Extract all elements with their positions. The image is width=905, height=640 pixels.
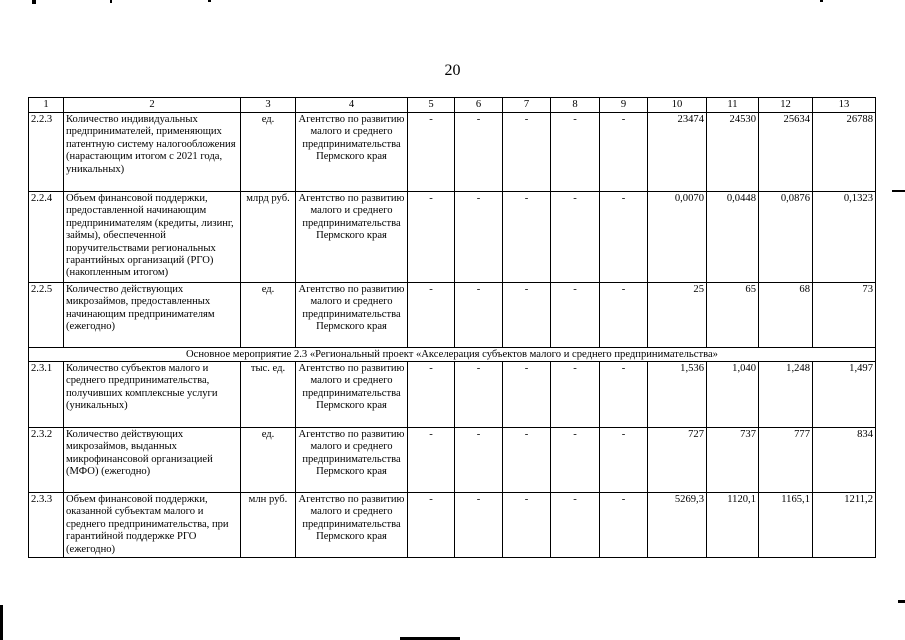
value-cell: - xyxy=(551,493,600,558)
column-header: 1 xyxy=(29,98,64,113)
row-code: 2.2.5 xyxy=(29,283,64,348)
row-code: 2.2.4 xyxy=(29,192,64,283)
scan-speck xyxy=(110,0,112,3)
unit: млн руб. xyxy=(241,493,296,558)
column-header: 10 xyxy=(648,98,707,113)
value-cell: 65 xyxy=(707,283,759,348)
value-cell: 727 xyxy=(648,428,707,493)
value-cell: 1211,2 xyxy=(813,493,876,558)
value-cell: - xyxy=(408,113,455,192)
value-cell: - xyxy=(455,362,503,428)
unit: ед. xyxy=(241,113,296,192)
page-number: 20 xyxy=(444,62,461,79)
value-cell: - xyxy=(503,428,551,493)
value-cell: 26788 xyxy=(813,113,876,192)
value-cell: 0,0876 xyxy=(759,192,813,283)
value-cell: 1,536 xyxy=(648,362,707,428)
value-cell: - xyxy=(408,283,455,348)
executor: Агентство по развитию малого и среднего предпринимательства Пермского края xyxy=(296,283,408,348)
value-cell: 1,040 xyxy=(707,362,759,428)
value-cell: - xyxy=(600,428,648,493)
indicator-name: Количество субъектов малого и среднего предпринимательства, получивших комплексные услуги (уникальных) xyxy=(64,362,241,428)
value-cell: - xyxy=(600,493,648,558)
table-row xyxy=(29,283,876,348)
indicator-name: Объем финансовой поддержки, предоставленной начинающим предпринимателям (кредиты, лизинг, займы), обеспеченной поручительствами региональных гарантийных организаций (РГО) (накопленным итогом) xyxy=(64,192,241,283)
column-header: 4 xyxy=(296,98,408,113)
value-cell: 0,1323 xyxy=(813,192,876,283)
column-header: 6 xyxy=(455,98,503,113)
value-cell: - xyxy=(600,283,648,348)
executor: Агентство по развитию малого и среднего предпринимательства Пермского края xyxy=(296,192,408,283)
value-cell: - xyxy=(551,283,600,348)
value-cell: 1,248 xyxy=(759,362,813,428)
value-cell: 25 xyxy=(648,283,707,348)
value-cell: 24530 xyxy=(707,113,759,192)
table-row xyxy=(29,192,876,283)
value-cell: 5269,3 xyxy=(648,493,707,558)
value-cell: - xyxy=(551,113,600,192)
value-cell: - xyxy=(408,428,455,493)
column-header: 9 xyxy=(600,98,648,113)
executor: Агентство по развитию малого и среднего предпринимательства Пермского края xyxy=(296,113,408,192)
column-header: 8 xyxy=(551,98,600,113)
unit: тыс. ед. xyxy=(241,362,296,428)
value-cell: 68 xyxy=(759,283,813,348)
table-row xyxy=(29,493,876,558)
indicator-name: Количество действующих микрозаймов, выданных микрофинансовой организацией (МФО) (ежегодно) xyxy=(64,428,241,493)
value-cell: 0,0448 xyxy=(707,192,759,283)
value-cell: - xyxy=(551,428,600,493)
value-cell: 0,0070 xyxy=(648,192,707,283)
indicators-table xyxy=(28,97,876,558)
value-cell: 73 xyxy=(813,283,876,348)
scan-speck xyxy=(820,0,823,2)
scan-speck xyxy=(898,600,905,603)
value-cell: - xyxy=(551,192,600,283)
value-cell: - xyxy=(503,493,551,558)
value-cell: - xyxy=(503,283,551,348)
executor: Агентство по развитию малого и среднего предпринимательства Пермского края xyxy=(296,428,408,493)
value-cell: 23474 xyxy=(648,113,707,192)
column-header: 5 xyxy=(408,98,455,113)
value-cell: - xyxy=(455,192,503,283)
value-cell: 834 xyxy=(813,428,876,493)
value-cell: - xyxy=(408,493,455,558)
value-cell: - xyxy=(600,113,648,192)
column-header: 3 xyxy=(241,98,296,113)
section-row xyxy=(29,348,876,362)
table-row xyxy=(29,428,876,493)
unit: ед. xyxy=(241,428,296,493)
value-cell: - xyxy=(503,362,551,428)
scan-speck xyxy=(892,190,905,192)
value-cell: - xyxy=(600,362,648,428)
row-code: 2.3.3 xyxy=(29,493,64,558)
column-header: 2 xyxy=(64,98,241,113)
value-cell: - xyxy=(408,362,455,428)
section-title: Основное мероприятие 2.3 «Региональный проект «Акселерация субъектов малого и среднего предпринимательства» xyxy=(29,348,876,362)
value-cell: - xyxy=(503,192,551,283)
value-cell: - xyxy=(551,362,600,428)
column-header: 7 xyxy=(503,98,551,113)
value-cell: 777 xyxy=(759,428,813,493)
unit: млрд руб. xyxy=(241,192,296,283)
unit: ед. xyxy=(241,283,296,348)
value-cell: - xyxy=(503,113,551,192)
row-code: 2.2.3 xyxy=(29,113,64,192)
value-cell: 1120,1 xyxy=(707,493,759,558)
value-cell: - xyxy=(408,192,455,283)
table-row xyxy=(29,362,876,428)
value-cell: - xyxy=(455,428,503,493)
row-code: 2.3.1 xyxy=(29,362,64,428)
value-cell: 25634 xyxy=(759,113,813,192)
scan-speck xyxy=(208,0,211,2)
column-header: 12 xyxy=(759,98,813,113)
value-cell: - xyxy=(455,283,503,348)
value-cell: 1165,1 xyxy=(759,493,813,558)
column-header: 11 xyxy=(707,98,759,113)
row-code: 2.3.2 xyxy=(29,428,64,493)
indicator-name: Количество индивидуальных предпринимателей, применяющих патентную систему налогообложения (нарастающим итогом с 2021 года, уникальных) xyxy=(64,113,241,192)
value-cell: - xyxy=(600,192,648,283)
scan-speck xyxy=(32,0,36,4)
executor: Агентство по развитию малого и среднего предпринимательства Пермского края xyxy=(296,362,408,428)
value-cell: 737 xyxy=(707,428,759,493)
executor: Агентство по развитию малого и среднего предпринимательства Пермского края xyxy=(296,493,408,558)
indicator-name: Количество действующих микрозаймов, предоставленных начинающим предпринимателям (ежегодно) xyxy=(64,283,241,348)
value-cell: 1,497 xyxy=(813,362,876,428)
table-row xyxy=(29,113,876,192)
value-cell: - xyxy=(455,493,503,558)
indicator-name: Объем финансовой поддержки, оказанной субъектам малого и среднего предпринимательства, при гарантийной поддержке РГО (ежегодно) xyxy=(64,493,241,558)
scan-speck xyxy=(0,605,3,640)
value-cell: - xyxy=(455,113,503,192)
column-numbers-row xyxy=(29,98,876,113)
column-header: 13 xyxy=(813,98,876,113)
